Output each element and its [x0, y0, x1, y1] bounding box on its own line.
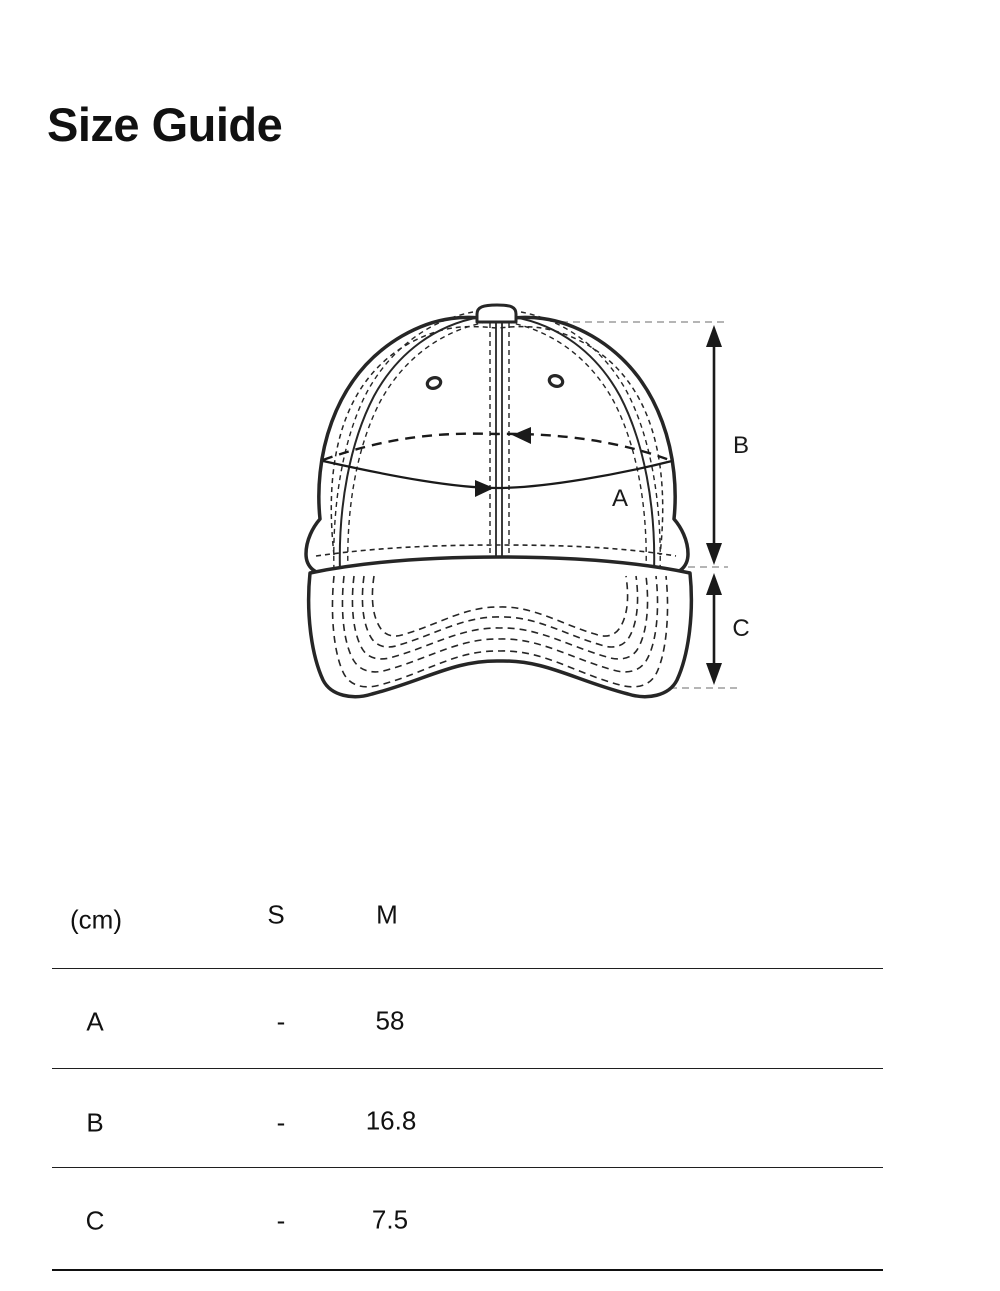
table-divider	[52, 1068, 883, 1069]
label-b: B	[732, 432, 750, 459]
label-a: A	[611, 485, 629, 512]
row-b-value-s: -	[276, 1107, 286, 1138]
row-label-a: A	[86, 1006, 104, 1037]
row-label-b: B	[86, 1107, 104, 1138]
row-label-c: C	[85, 1205, 105, 1236]
measure-arrow-b	[706, 325, 722, 565]
table-bottom-border	[52, 1269, 883, 1271]
cap-illustration	[306, 305, 691, 697]
row-c-value-m: 7.5	[371, 1204, 409, 1235]
column-header-m: M	[376, 899, 398, 930]
cap-button	[477, 305, 516, 322]
table-divider	[52, 968, 883, 969]
row-c-value-s: -	[276, 1205, 286, 1236]
table-divider	[52, 1167, 883, 1168]
row-a-value-s: -	[276, 1006, 286, 1037]
unit-header: (cm)	[70, 904, 122, 935]
label-c: C	[732, 615, 750, 642]
page-title: Size Guide	[47, 98, 283, 151]
measure-arrow-c	[706, 573, 722, 685]
row-a-value-m: 58	[375, 1005, 405, 1036]
row-b-value-m: 16.8	[365, 1105, 417, 1136]
cap-crown-outline	[306, 317, 688, 574]
column-header-s: S	[267, 899, 285, 930]
